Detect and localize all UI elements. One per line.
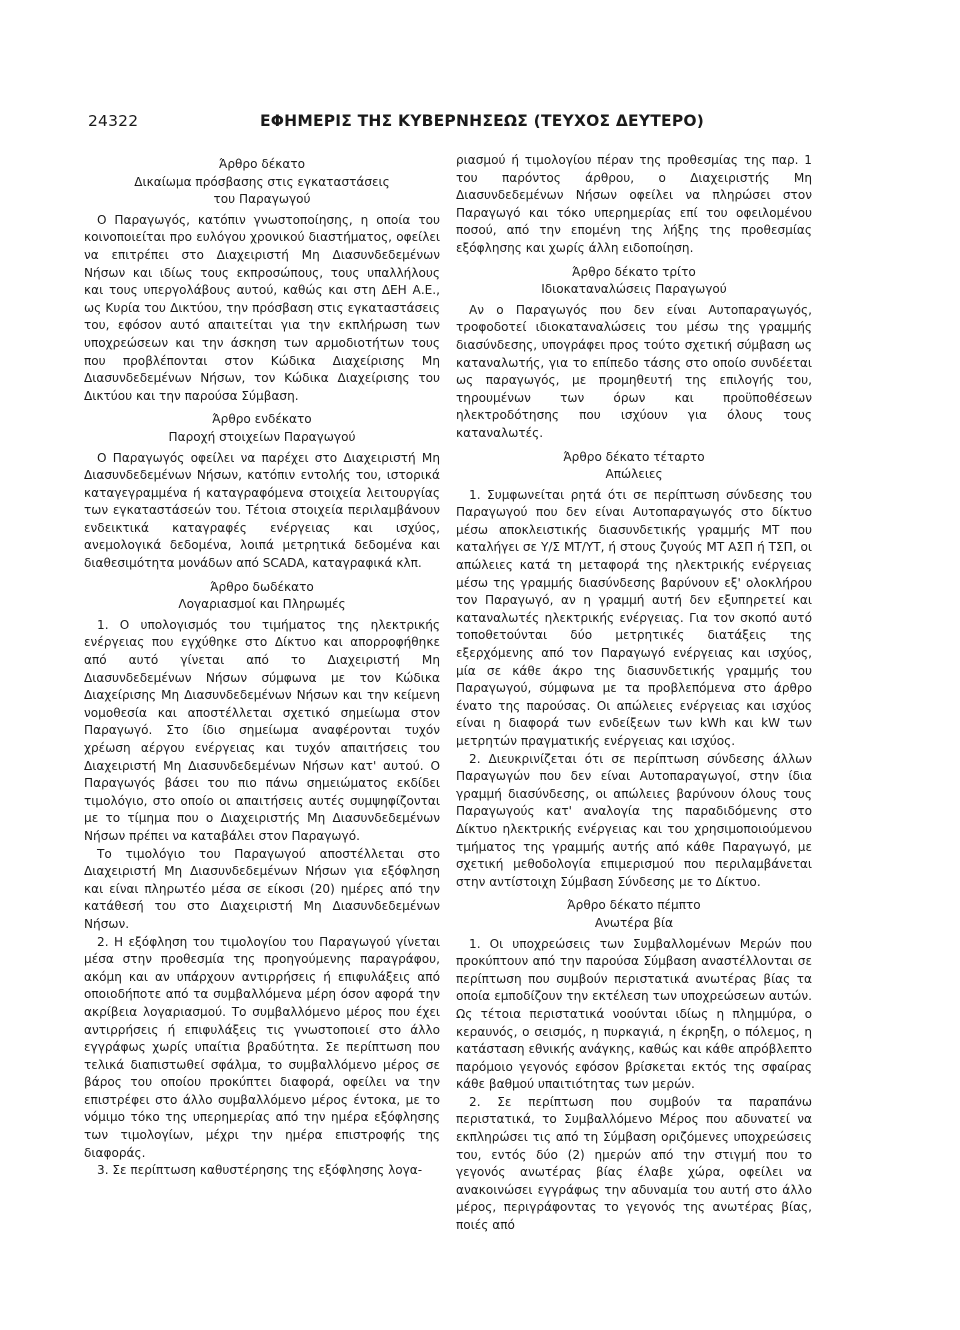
article-14-title: Άρθρο δέκατο τέταρτο	[563, 449, 705, 464]
article-11-title: Άρθρο ενδέκατο	[212, 412, 312, 427]
article-11-subtitle: Παροχή στοιχείων Παραγωγού	[168, 429, 356, 444]
article-13-title: Άρθρο δέκατο τρίτο	[572, 264, 696, 279]
article-15-paragraph-2: 2. Σε περίπτωση που συμβούν τα παραπάνω περιστατικά, το Συμβαλλόμενο Μέρος που αδυνατεί να εκπληρώσει τις από τη Σύμβαση οριζόμενες υποχρεώσεις του, εντός δύο (2) ημερών από την στιγμή που το γεγονός ανωτέρας βίας έλαβε χώρα, οφείλει να ανακοινώσει εγγράφως την αδυναμία του αυτή στο άλλο μέρος, περιγράφοντας το γεγονός της ανωτέρας βίας, ποιές από	[456, 1094, 812, 1233]
article-15-subtitle: Ανωτέρα βία	[594, 915, 674, 930]
article-10-paragraph: Ο Παραγωγός, κατόπιν γνωστοποίησης, η οποία του κοινοποιείται προ ευλόγου χρονικού διαστήματος, οφείλει να επιτρέπει στο Διαχειριστή Μη Διασυνδεδεμένων Νήσων και ιδίως τους εκπροσώπους, τους υπαλλήλους και τους υπεργολάβους αυτού, καθώς και στη ΔΕΗ Α.Ε., ως Κυρία του Δικτύου, την πρόσβαση στις εγκαταστάσεις του, εφόσον αυτό απαιτείται για την εκπλήρωση των υποχρεώσεων και την άσκηση των αρμοδιοτήτων τους που προβλέπονται στον Κώδικα Διαχείρισης Μη Διασυνδεδεμένων Νήσων, τον Κώδικα Διαχείρισης του Δικτύου και την παρούσα Σύμβαση.	[84, 212, 440, 403]
article-12-paragraph-4: 3. Σε περίπτωση καθυστέρησης της εξόφλησης λογα-	[97, 1163, 423, 1178]
gazette-title: ΕΦΗΜΕΡΙΣ ΤΗΣ ΚΥΒΕΡΝΗΣΕΩΣ (ΤΕΥΧΟΣ ΔΕΥΤΕΡΟ)	[260, 112, 705, 130]
article-12-title: Άρθρο δωδέκατο	[210, 579, 314, 594]
article-10-title: Άρθρο δέκατο	[218, 157, 306, 171]
article-10-subtitle-line-2: του Παραγωγού	[213, 192, 311, 207]
left-column	[84, 152, 440, 1180]
right-column	[456, 152, 812, 1235]
article-12-paragraph-4-continued: ριασμού ή τιμολογίου πέραν της προθεσμίας της παρ. 1 του παρόντος άρθρου, ο Διαχειριστής Μη Διασυνδεδεμένων Νήσων οφείλει να πληρώσει στον Παραγωγό και τόκο υπερημερίας επί του οφειλομένου ποσού, από την επομένη της λήξης της προθεσμίας εξόφλησης και χωρίς άλλη ειδοποίηση.	[456, 153, 812, 255]
article-10-subtitle-line-1: Δικαίωμα πρόσβασης στις εγκαταστάσεις	[134, 174, 390, 189]
article-14-paragraph-1: 1. Συμφωνείται ρητά ότι σε περίπτωση σύνδεσης του Παραγωγού που δεν είναι Αυτοπαραγωγός στο δίκτυο μέσω αποκλειστικής διασυνδετικής γραμμής ΜΤ που καταλήγει σε Υ/Σ ΜΤ/ΥΤ, ή στους ζυγούς ΜΤ ΑΣΠ ή ΤΣΠ, οι απώλειες κατά τη μεταφορά της ηλεκτρικής ενέργειας μέσω της γραμμής διασύνδεσης βαρύνουν εξ' ολοκλήρου τον Παραγωγό, αν η γραμμή αυτή δεν εξυπηρετεί και καταναλωτές ηλεκτρικής ενέργειας. Για τον σκοπό αυτό τοποθετούνται δύο μετρητικές διατάξεις της εξερχόμενης από τον Παραγωγό ενέργειας και ισχύος, μία σε κάθε άκρο της διασυνδετικής γραμμής του Παραγωγού, σύμφωνα με τα προβλεπόμενα στο άρθρο ένατο της παρούσας. Οι απώλειες ενέργειας και ισχύος είναι η διαφορά των ενδείξεων των kWh και kW των μετρητών πραγματικής ενέργειας και ισχύος.	[456, 487, 812, 748]
article-12-paragraph-2: Το τιμολόγιο του Παραγωγού αποστέλλεται στο Διαχειριστή Μη Διασυνδεδεμένων Νήσων για εξόφληση και είναι πληρωτέο μέσα σε είκοσι (20) ημέρες από την κατάθεσή του στο Διαχειριστή Μη Διασυνδεδεμένων Νήσων.	[84, 846, 440, 931]
page-header	[88, 112, 888, 138]
article-12-subtitle: Λογαριασμοί και Πληρωμές	[178, 597, 346, 612]
page-number: 24322	[88, 112, 139, 130]
article-15-title: Άρθρο δέκατο πέμπτο	[567, 898, 701, 913]
article-14-paragraph-2: 2. Διευκρινίζεται ότι σε περίπτωση σύνδεσης άλλων Παραγωγών που δεν είναι Αυτοπαραγωγοί, στην ίδια γραμμή διασύνδεσης, οι απώλειες βαρύνουν όλους τους Παραγωγούς κατ' αναλογία της παραδιδόμενης στο Δίκτυο ηλεκτρικής ενέργειας και του χρησιμοποιούμενου τμήματος της γραμμής αυτής από κάθε Παραγωγό, με σχετική μεθοδολογία επιμερισμού που περιλαμβάνεται στην αντίστοιχη Σύμβαση Σύνδεσης με το Δίκτυο.	[456, 751, 812, 889]
article-12-paragraph-1: 1. Ο υπολογισμός του τιμήματος της ηλεκτρικής ενέργειας που εγχύθηκε στο Δίκτυο και απορροφήθηκε από αυτό γίνεται από το Διαχειριστή Μη Διασυνδεδεμένων Νήσων σύμφωνα με τον Κώδικα Διαχείρισης Μη Διασυνδεδεμένων Νήσων και την κείμενη νομοθεσία και αποστέλλεται σχετικό σημείωμα στον Παραγωγό. Στο ίδιο σημείωμα αναφέρονται τυχόν χρέωση αέργου ενέργειας και τυχόν απαιτήσεις του Διαχειριστή Μη Διασυνδεδεμένων Νήσων κατ' αυτού. Ο Παραγωγός βάσει του πιο πάνω σημειώματος εκδίδει τιμολόγιο, στο οποίο οι απαιτήσεις αυτές συμψηφίζονται με το τίμημα που ο Διαχειριστής Μη Διασυνδεδεμένων Νήσων πρέπει να καταβάλει στον Παραγωγό.	[84, 617, 440, 843]
article-11-paragraph: Ο Παραγωγός οφείλει να παρέχει στο Διαχειριστή Μη Διασυνδεδεμένων Νήσων, κατόπιν εντολής του, ιστορικά καταγεγραμμένα ή καταγραφόμενα στοιχεία λειτουργίας των εγκαταστάσεών του. Τέτοια στοιχεία περιλαμβάνουν ενδεικτικά καταγραφές ενέργειας και ισχύος, ανεμολογικά δεδομένα, λοιπά μετρητικά δεδομένα και διαθεσιμότητα μονάδων από SCADA, καταγραφικά κλπ.	[84, 450, 440, 571]
article-14-subtitle: Απώλειες	[605, 467, 663, 482]
article-15-paragraph-1: 1. Οι υποχρεώσεις των Συμβαλλομένων Μερών που προκύπτουν από την παρούσα Σύμβαση αναστέλλονται σε περίπτωση που συμβούν περιστατικά ανωτέρας βίας τα οποία εμποδίζουν την εκτέλεση των υποχρεώσεων αυτών. Ως τέτοια περιστατικά νοούνται ιδίως η πλημμύρα, ο κεραυνός, ο σεισμός, η πυρκαγιά, η έκρηξη, ο πόλεμος, η κατάσταση εθνικής ανάγκης, καθώς και κάθε απρόβλεπτο παρόμοιο γεγονός εφόσον βρίσκεται εκτός της σφαίρας κάθε βαθμού υπαιτιότητας των μερών.	[456, 936, 812, 1092]
article-13-paragraph: Αν ο Παραγωγός που δεν είναι Αυτοπαραγωγός, τροφοδοτεί ιδιοκαταναλώσεις του μέσω της γραμμής διασύνδεσης, υπογράφει προς τούτο σχετική σύμβαση ως καταναλωτής, για το επίπεδο τάσης στο οποίο συνδέεται ως παραγωγός, με προμηθευτή της επιλογής του, τηρουμένων των όρων και προϋποθέσεων ηλεκτροδότησης που ισχύουν για όλους τους καταναλωτές.	[456, 302, 812, 440]
article-13-subtitle: Ιδιοκαταναλώσεις Παραγωγού	[541, 282, 727, 297]
article-12-paragraph-3: 2. Η εξόφληση του τιμολογίου του Παραγωγού γίνεται μέσα στην προθεσμία της προηγούμενης παραγράφου, ακόμη και αν υπάρχουν αντιρρήσεις ή επιφυλάξεις από οποιοδήποτε από τα συμβαλλόμενα μέρη όσον αφορά την ακρίβεια λογαριασμού. Το συμβαλλόμενο μέρος που έχει αντιρρήσεις ή επιφυλάξεις τις γνωστοποιεί στο άλλο εγγράφως χωρίς υπαίτια βραδύτητα. Σε περίπτωση που τελικά διαπιστωθεί σφάλμα, το συμβαλλόμενο μέρος σε βάρος του οποίου προκύπτει διαφορά, οφείλει να την επιστρέφει στο άλλο συμβαλλόμενο μέρος έντοκα, με το νόμιμο τόκο της υπερημερίας από την ημέρα εξόφλησης των τιμολογίων, μέχρι την ημέρα επιστροφής της διαφοράς.	[84, 934, 440, 1160]
